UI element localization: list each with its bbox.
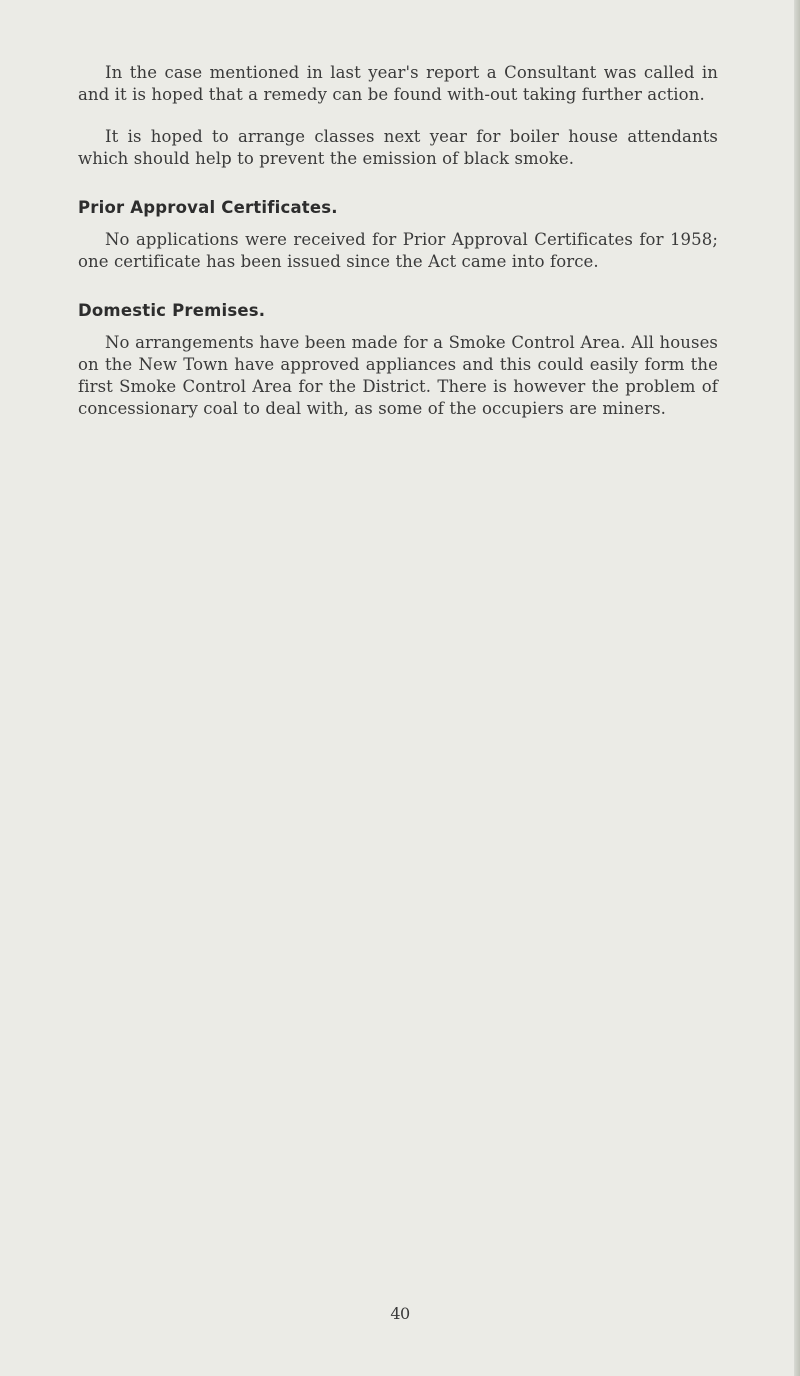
paragraph-domestic-premises: No arrangements have been made for a Smoke Control Area. All houses on the New Town have approved appliances and this could easily form the first Smoke Control Area for the District. There is however the problem of concessionary coal to deal with, as some of the occupiers are miners. xyxy=(78,333,718,418)
paragraph-consultant: In the case mentioned in last year's report a Consultant was called in and it is hoped that a remedy can be found with-out taking further action. xyxy=(78,63,718,104)
paragraph-classes: It is hoped to arrange classes next year for boiler house attendants which should help to prevent the emission of black smoke. xyxy=(78,127,718,168)
paragraph-prior-approval: No applications were received for Prior Approval Certificates for 1958; one certificate has been issued since the Act came into force. xyxy=(78,230,718,271)
heading-domestic-premises: Domestic Premises. xyxy=(78,301,266,320)
page-number: 40 xyxy=(390,1304,410,1323)
document-body xyxy=(78,62,718,420)
page-edge-shadow xyxy=(794,0,800,1376)
heading-prior-approval: Prior Approval Certificates. xyxy=(78,198,338,217)
